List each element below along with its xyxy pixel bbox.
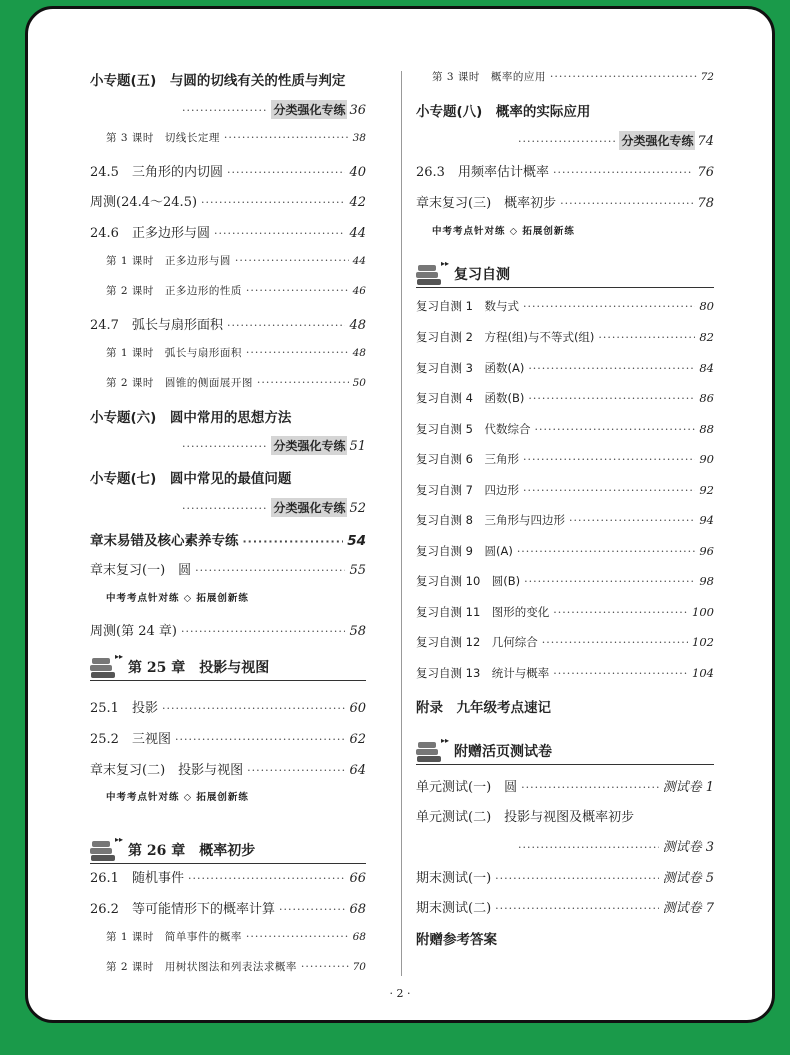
page-number: 51 (349, 439, 366, 454)
toc-entry[interactable] (416, 836, 714, 855)
page-number: 72 (700, 71, 714, 83)
entry-title: 第 2 课时 圆锥的侧面展开图 (106, 377, 253, 389)
toc-entry[interactable] (416, 897, 714, 916)
entry-title: 第 1 课时 正多边形与圆 (106, 255, 231, 267)
topic-title: 小专题(六) 圆中常用的思想方法 (90, 410, 292, 426)
page-number: 86 (699, 391, 714, 405)
dot-leader (560, 197, 693, 210)
chapter-heading (416, 259, 714, 288)
topic-heading[interactable] (416, 100, 714, 120)
dot-leader (523, 300, 695, 313)
page-number: 40 (349, 165, 366, 180)
dot-leader (279, 903, 346, 916)
page-number: 50 (352, 377, 366, 389)
page-number: 测试卷 5 (662, 871, 714, 886)
toc-entry[interactable] (90, 697, 366, 716)
toc-entry[interactable] (90, 314, 366, 333)
toc-entry[interactable] (416, 451, 714, 467)
entry-title: 25.2 三视图 (90, 732, 171, 747)
dot-leader (598, 331, 695, 344)
toc-entry[interactable] (90, 728, 366, 747)
entry-title: 复习自测 1 数与式 (416, 299, 519, 313)
entry-title: 26.2 等可能情形下的概率计算 (90, 902, 275, 917)
toc-entry[interactable] (90, 191, 366, 210)
dot-leader (188, 872, 346, 885)
entry-title: 章末复习(二) 投影与视图 (90, 763, 244, 778)
entry-title: 复习自测 5 代数综合 (416, 422, 531, 436)
toc-entry[interactable] (416, 482, 714, 498)
entry-title: 章末易错及核心素养专练 (90, 533, 239, 549)
entry-title: 第 2 课时 用树状图法和列表法求概率 (106, 961, 297, 973)
toc-entry[interactable] (90, 929, 366, 944)
chapter-title: 第 25 章 投影与视图 (128, 660, 270, 676)
topic-heading[interactable] (416, 696, 714, 716)
arrow-icon: ▸▸ (441, 259, 450, 268)
entry-title: 复习自测 10 圆(B) (416, 574, 521, 588)
topic-title: 小专题(八) 概率的实际应用 (416, 104, 591, 120)
toc-entry[interactable] (416, 421, 714, 437)
entry-title: 复习自测 4 函数(B) (416, 391, 525, 405)
practice-tag: 分类强化专练 (619, 131, 695, 150)
page-number: 76 (697, 165, 714, 180)
page-number: 46 (352, 285, 366, 297)
toc-entry[interactable] (416, 131, 714, 150)
books-icon (416, 265, 442, 287)
page-number: 98 (699, 574, 714, 588)
page-number: 62 (349, 732, 366, 747)
dot-leader (528, 392, 695, 405)
dot-leader (246, 284, 349, 297)
dot-leader (495, 872, 658, 885)
chapter-heading (90, 652, 366, 681)
dot-leader (553, 606, 688, 619)
entry-title: 周测(第 24 章) (90, 624, 177, 639)
dot-leader (517, 545, 696, 558)
page-number: 84 (699, 361, 714, 375)
topic-heading[interactable] (90, 406, 366, 426)
toc-entry[interactable] (90, 222, 366, 241)
entry-title: 第 3 课时 概率的应用 (432, 71, 546, 83)
dot-leader (521, 781, 658, 794)
page-number: 44 (352, 255, 366, 267)
toc-entry[interactable] (416, 573, 714, 589)
chapter-title: 第 26 章 概率初步 (128, 843, 256, 859)
page-number: 100 (692, 605, 714, 619)
entry-title: 复习自测 8 三角形与四边形 (416, 513, 565, 527)
page-number: 64 (349, 763, 366, 778)
toc-entry[interactable] (416, 776, 714, 795)
entry-title: 复习自测 3 函数(A) (416, 361, 525, 375)
page-number: 82 (699, 330, 714, 344)
toc-entry[interactable] (416, 329, 714, 345)
page-number: 测试卷 7 (662, 901, 714, 916)
dot-leader (246, 930, 349, 943)
entry-title: 章末复习(三) 概率初步 (416, 196, 557, 211)
dot-leader (243, 535, 344, 548)
dot-leader (528, 362, 695, 375)
page-number: 104 (692, 666, 714, 680)
dot-leader (182, 440, 267, 453)
toc-entry[interactable] (90, 620, 366, 639)
toc-entry[interactable] (416, 512, 714, 528)
entry-title: 复习自测 6 三角形 (416, 452, 519, 466)
column-divider (401, 71, 402, 976)
entry-title: 章末复习(一) 圆 (90, 563, 192, 578)
toc-entry[interactable] (90, 498, 366, 517)
entry-title: 复习自测 9 圆(A) (416, 544, 513, 558)
chapter-title: 附赠活页测试卷 (454, 744, 552, 760)
page-number: 78 (697, 196, 714, 211)
dot-leader (301, 960, 349, 973)
page-number: 55 (349, 563, 366, 578)
page-sheet (25, 6, 775, 1023)
chapter-heading (416, 736, 714, 765)
entry-title: 第 3 课时 切线长定理 (106, 132, 220, 144)
toc-entry[interactable] (90, 100, 366, 119)
page-number: 68 (349, 902, 366, 917)
toc-entry[interactable] (416, 867, 714, 886)
toc-entry[interactable] (416, 390, 714, 406)
dot-leader (227, 166, 346, 179)
toc-entry[interactable] (90, 867, 366, 886)
dot-leader (523, 484, 695, 497)
entry-title: 复习自测 12 几何综合 (416, 635, 538, 649)
page-number: 38 (352, 132, 366, 144)
toc-entry[interactable] (90, 436, 366, 455)
dot-leader (201, 196, 345, 209)
entry-title: 第 2 课时 正多边形的性质 (106, 285, 242, 297)
toc-entry[interactable] (90, 559, 366, 578)
page-number: 60 (349, 701, 366, 716)
page-number: 58 (349, 624, 366, 639)
toc-entry[interactable] (90, 898, 366, 917)
entry-title: 复习自测 11 图形的变化 (416, 605, 550, 619)
page-number: 48 (352, 347, 366, 359)
entry-title: 24.5 三角形的内切圆 (90, 165, 223, 180)
dot-leader (257, 376, 349, 389)
topic-title: 附赠参考答案 (416, 932, 497, 948)
page-number: 74 (697, 134, 714, 149)
dot-leader (523, 453, 695, 466)
page-number: 36 (349, 103, 366, 118)
page-number: 48 (349, 318, 366, 333)
dot-leader (550, 70, 697, 83)
page-number: 96 (699, 544, 714, 558)
dot-leader (246, 346, 349, 359)
entry-title: 复习自测 2 方程(组)与不等式(组) (416, 330, 595, 344)
toc-entry[interactable] (416, 806, 714, 825)
arrow-icon: ▸▸ (115, 652, 124, 661)
topic-heading[interactable] (90, 69, 366, 89)
dot-leader (181, 625, 346, 638)
toc-entry[interactable] (90, 253, 366, 268)
toc-entry[interactable] (90, 130, 366, 145)
toc-entry[interactable] (416, 543, 714, 559)
entry-title: 24.7 弧长与扇形面积 (90, 318, 223, 333)
entry-title: 26.3 用频率估计概率 (416, 165, 549, 180)
toc-entry[interactable] (90, 375, 366, 390)
practice-note (90, 789, 366, 803)
toc-entry[interactable] (416, 161, 714, 180)
chapter-title: 复习自测 (454, 267, 510, 283)
arrow-icon: ▸▸ (115, 835, 124, 844)
topic-heading[interactable] (416, 928, 714, 948)
arrow-icon: ▸▸ (441, 736, 450, 745)
books-icon (416, 742, 442, 764)
practice-note (90, 590, 366, 604)
page-number: · 2 · (389, 987, 411, 1000)
practice-tag: 分类强化专练 (271, 498, 347, 517)
dot-leader (495, 902, 658, 915)
practice-note (416, 223, 714, 237)
practice-tag: 分类强化专练 (271, 100, 347, 119)
dot-leader (214, 227, 346, 240)
toc-entry[interactable] (416, 69, 714, 84)
toc-entry[interactable] (90, 529, 366, 549)
dot-leader (162, 702, 346, 715)
page-number: 54 (347, 533, 366, 549)
toc-entry[interactable] (90, 959, 366, 974)
entry-title: 24.6 正多边形与圆 (90, 226, 210, 241)
dot-leader (518, 135, 615, 148)
page-number: 80 (699, 299, 714, 313)
page-number: 42 (349, 195, 366, 210)
entry-title: 单元测试(一) 圆 (416, 780, 518, 795)
practice-note-text: 中考考点针对练 ◇ 拓展创新练 (432, 226, 575, 237)
entry-title: 26.1 随机事件 (90, 871, 184, 886)
page-number: 测试卷 1 (662, 780, 714, 795)
page-number: 44 (349, 226, 366, 241)
dot-leader (175, 733, 346, 746)
page-number: 68 (352, 931, 366, 943)
toc-entry[interactable] (416, 634, 714, 650)
dot-leader (195, 564, 345, 577)
chapter-heading (90, 835, 366, 864)
dot-leader (182, 104, 267, 117)
dot-leader (553, 667, 688, 680)
topic-title: 小专题(五) 与圆的切线有关的性质与判定 (90, 73, 346, 89)
dot-leader (182, 502, 267, 515)
dot-leader (227, 319, 346, 332)
entry-title: 复习自测 13 统计与概率 (416, 666, 550, 680)
toc-entry[interactable] (416, 665, 714, 681)
dot-leader (534, 423, 695, 436)
page-number: 66 (349, 871, 366, 886)
entry-title: 期末测试(二) (416, 901, 492, 916)
practice-note-text: 中考考点针对练 ◇ 拓展创新练 (106, 593, 249, 604)
dot-leader (518, 841, 659, 854)
dot-leader (235, 254, 349, 267)
toc-entry[interactable] (90, 345, 366, 360)
topic-title: 附录 九年级考点速记 (416, 700, 551, 716)
page-number: 102 (692, 635, 714, 649)
toc-entry[interactable] (90, 161, 366, 180)
entry-title: 周测(24.4～24.5) (90, 195, 198, 210)
practice-note-text: 中考考点针对练 ◇ 拓展创新练 (106, 792, 249, 803)
topic-title: 小专题(七) 圆中常见的最值问题 (90, 471, 292, 487)
page-number: 52 (349, 501, 366, 516)
toc-entry[interactable] (416, 604, 714, 620)
entry-title: 期末测试(一) (416, 871, 492, 886)
dot-leader (542, 636, 688, 649)
toc-entry[interactable] (416, 360, 714, 376)
page-number: 70 (352, 961, 366, 973)
entry-title: 第 1 课时 弧长与扇形面积 (106, 347, 242, 359)
dot-leader (569, 514, 695, 527)
toc-entry[interactable] (416, 192, 714, 211)
entry-title: 复习自测 7 四边形 (416, 483, 519, 497)
toc-entry[interactable] (90, 283, 366, 298)
page-number: 90 (699, 452, 714, 466)
toc-entry[interactable] (90, 759, 366, 778)
topic-heading[interactable] (90, 467, 366, 487)
entry-title: 25.1 投影 (90, 701, 158, 716)
entry-title: 第 1 课时 简单事件的概率 (106, 931, 242, 943)
dot-leader (224, 131, 349, 144)
practice-tag: 分类强化专练 (271, 436, 347, 455)
dot-leader (524, 575, 695, 588)
entry-title: 单元测试(二) 投影与视图及概率初步 (416, 810, 635, 825)
books-icon (90, 841, 116, 863)
page-number: 88 (699, 422, 714, 436)
page-number: 94 (699, 513, 714, 527)
books-icon (90, 658, 116, 680)
page-number: 92 (699, 483, 714, 497)
dot-leader (553, 166, 694, 179)
toc-entry[interactable] (416, 298, 714, 314)
page-number: 测试卷 3 (662, 840, 714, 855)
dot-leader (247, 764, 345, 777)
